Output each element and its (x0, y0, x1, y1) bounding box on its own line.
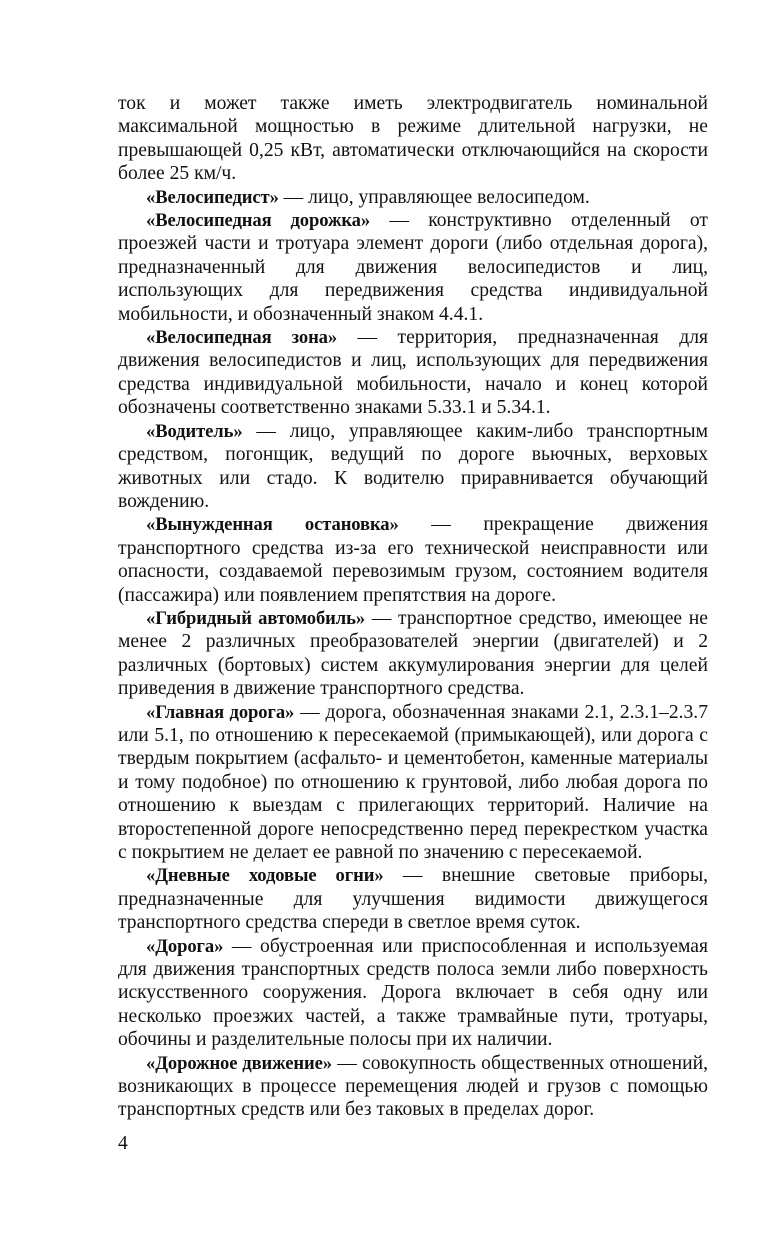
definition-term: «Велосипедная зона» (146, 327, 338, 349)
definition-term: «Дорожное движение» (146, 1052, 333, 1074)
definition-text: — совокупность общественных отношений, возникающих в процессе перемещения людей и грузов с помощью транспортных средств или без таковых в пределах дорог. (118, 1052, 708, 1121)
definition-paragraph (118, 1052, 708, 1122)
intro-paragraph: ток и может также иметь электродвигатель номинальной максимальной мощностью в режиме длительной нагрузки, не превышающей 0,25 кВт, автоматически отключающийся на скорости более 25 км/ч. (118, 93, 708, 185)
definition-term: «Водитель» (146, 420, 243, 442)
definition-term: «Велосипедная дорожка» (146, 210, 371, 232)
definition-text: — лицо, управляющее велосипедом. (278, 186, 590, 208)
definition-text: — конструктивно отделенный от проезжей части и тротуара элемент дороги (либо отдельная дорога), предназначенный для движения велосипедистов и лиц, использующих для передвижения средства индивидуальной мобильности, и обозначенный знаком 4.4.1. (118, 210, 708, 325)
definition-term: «Главная дорога» (146, 701, 295, 723)
definition-text: — транспортное средство, имеющее не менее 2 различных преобразователей энергии (двигателей) и 2 различных (бортовых) систем аккумулирования энергии для целей приведения в движение транспортного средства. (118, 607, 708, 700)
definition-text: — территория, предназначенная для движения велосипедистов и лиц, использующих для передвижения средства индивидуальной мобильности, начало и конец которой обозначены соответственно знаками 5.33.1 и 5.34.1. (118, 327, 709, 419)
definition-term: «Вынужденная остановка» (146, 514, 399, 536)
definition-paragraph (118, 513, 708, 607)
page-number: 4 (118, 1133, 128, 1154)
definition-paragraph (118, 326, 708, 420)
definition-term: «Дневные ходовые огни» (146, 865, 384, 887)
definition-paragraph (118, 607, 708, 701)
definition-text: — лицо, управляющее каким-либо транспортным средством, погонщик, ведущий по дороге вьючных, верховых животных или стадо. К водителю приравнивается обучающий вождению. (118, 420, 708, 512)
page-body (118, 92, 708, 1122)
definition-paragraph (118, 186, 708, 209)
definition-paragraph (118, 420, 708, 514)
definition-paragraph (118, 701, 708, 865)
definition-term: «Велосипедист» (146, 186, 279, 208)
definition-text: — обустроенная или приспособленная и используемая для движения транспортных средств полоса земли либо поверхность искусственного сооружения. Дорога включает в себя одну или несколько проезжих частей, а также трамвайные пути, тротуары, обочины и разделительные полосы при их наличии. (118, 935, 708, 1051)
definition-text: — дорога, обозначенная знаками 2.1, 2.3.1–2.3.7 или 5.1, по отношению к пересекаемой (примыкающей), или дорога с твердым покрытием (асфальто- и цементобетон, каменные материалы и тому подобное) по отношению к грунтовой, либо любая дорога по отношению к выездам с прилегающих территорий. Наличие на второстепенной дороге непосредственно перед перекрестком участка с покрытием не делает ее равной по значению с пересекаемой. (118, 701, 709, 863)
definition-term: «Гибридный автомобиль» (146, 607, 366, 629)
definition-paragraph (118, 209, 708, 326)
definition-paragraph (118, 935, 708, 1052)
definition-paragraph (118, 864, 708, 934)
definition-text: — прекращение движения транспортного средства из-за его технической неисправности или опасности, создаваемой перевозимым грузом, состоянием водителя (пассажира) или появлением препятствия на дороге. (118, 514, 708, 606)
definition-term: «Дорога» (146, 935, 224, 957)
definition-text: — внешние световые приборы, предназначенные для улучшения видимости движущегося транспортного средства спереди в светлое время суток. (118, 865, 709, 934)
